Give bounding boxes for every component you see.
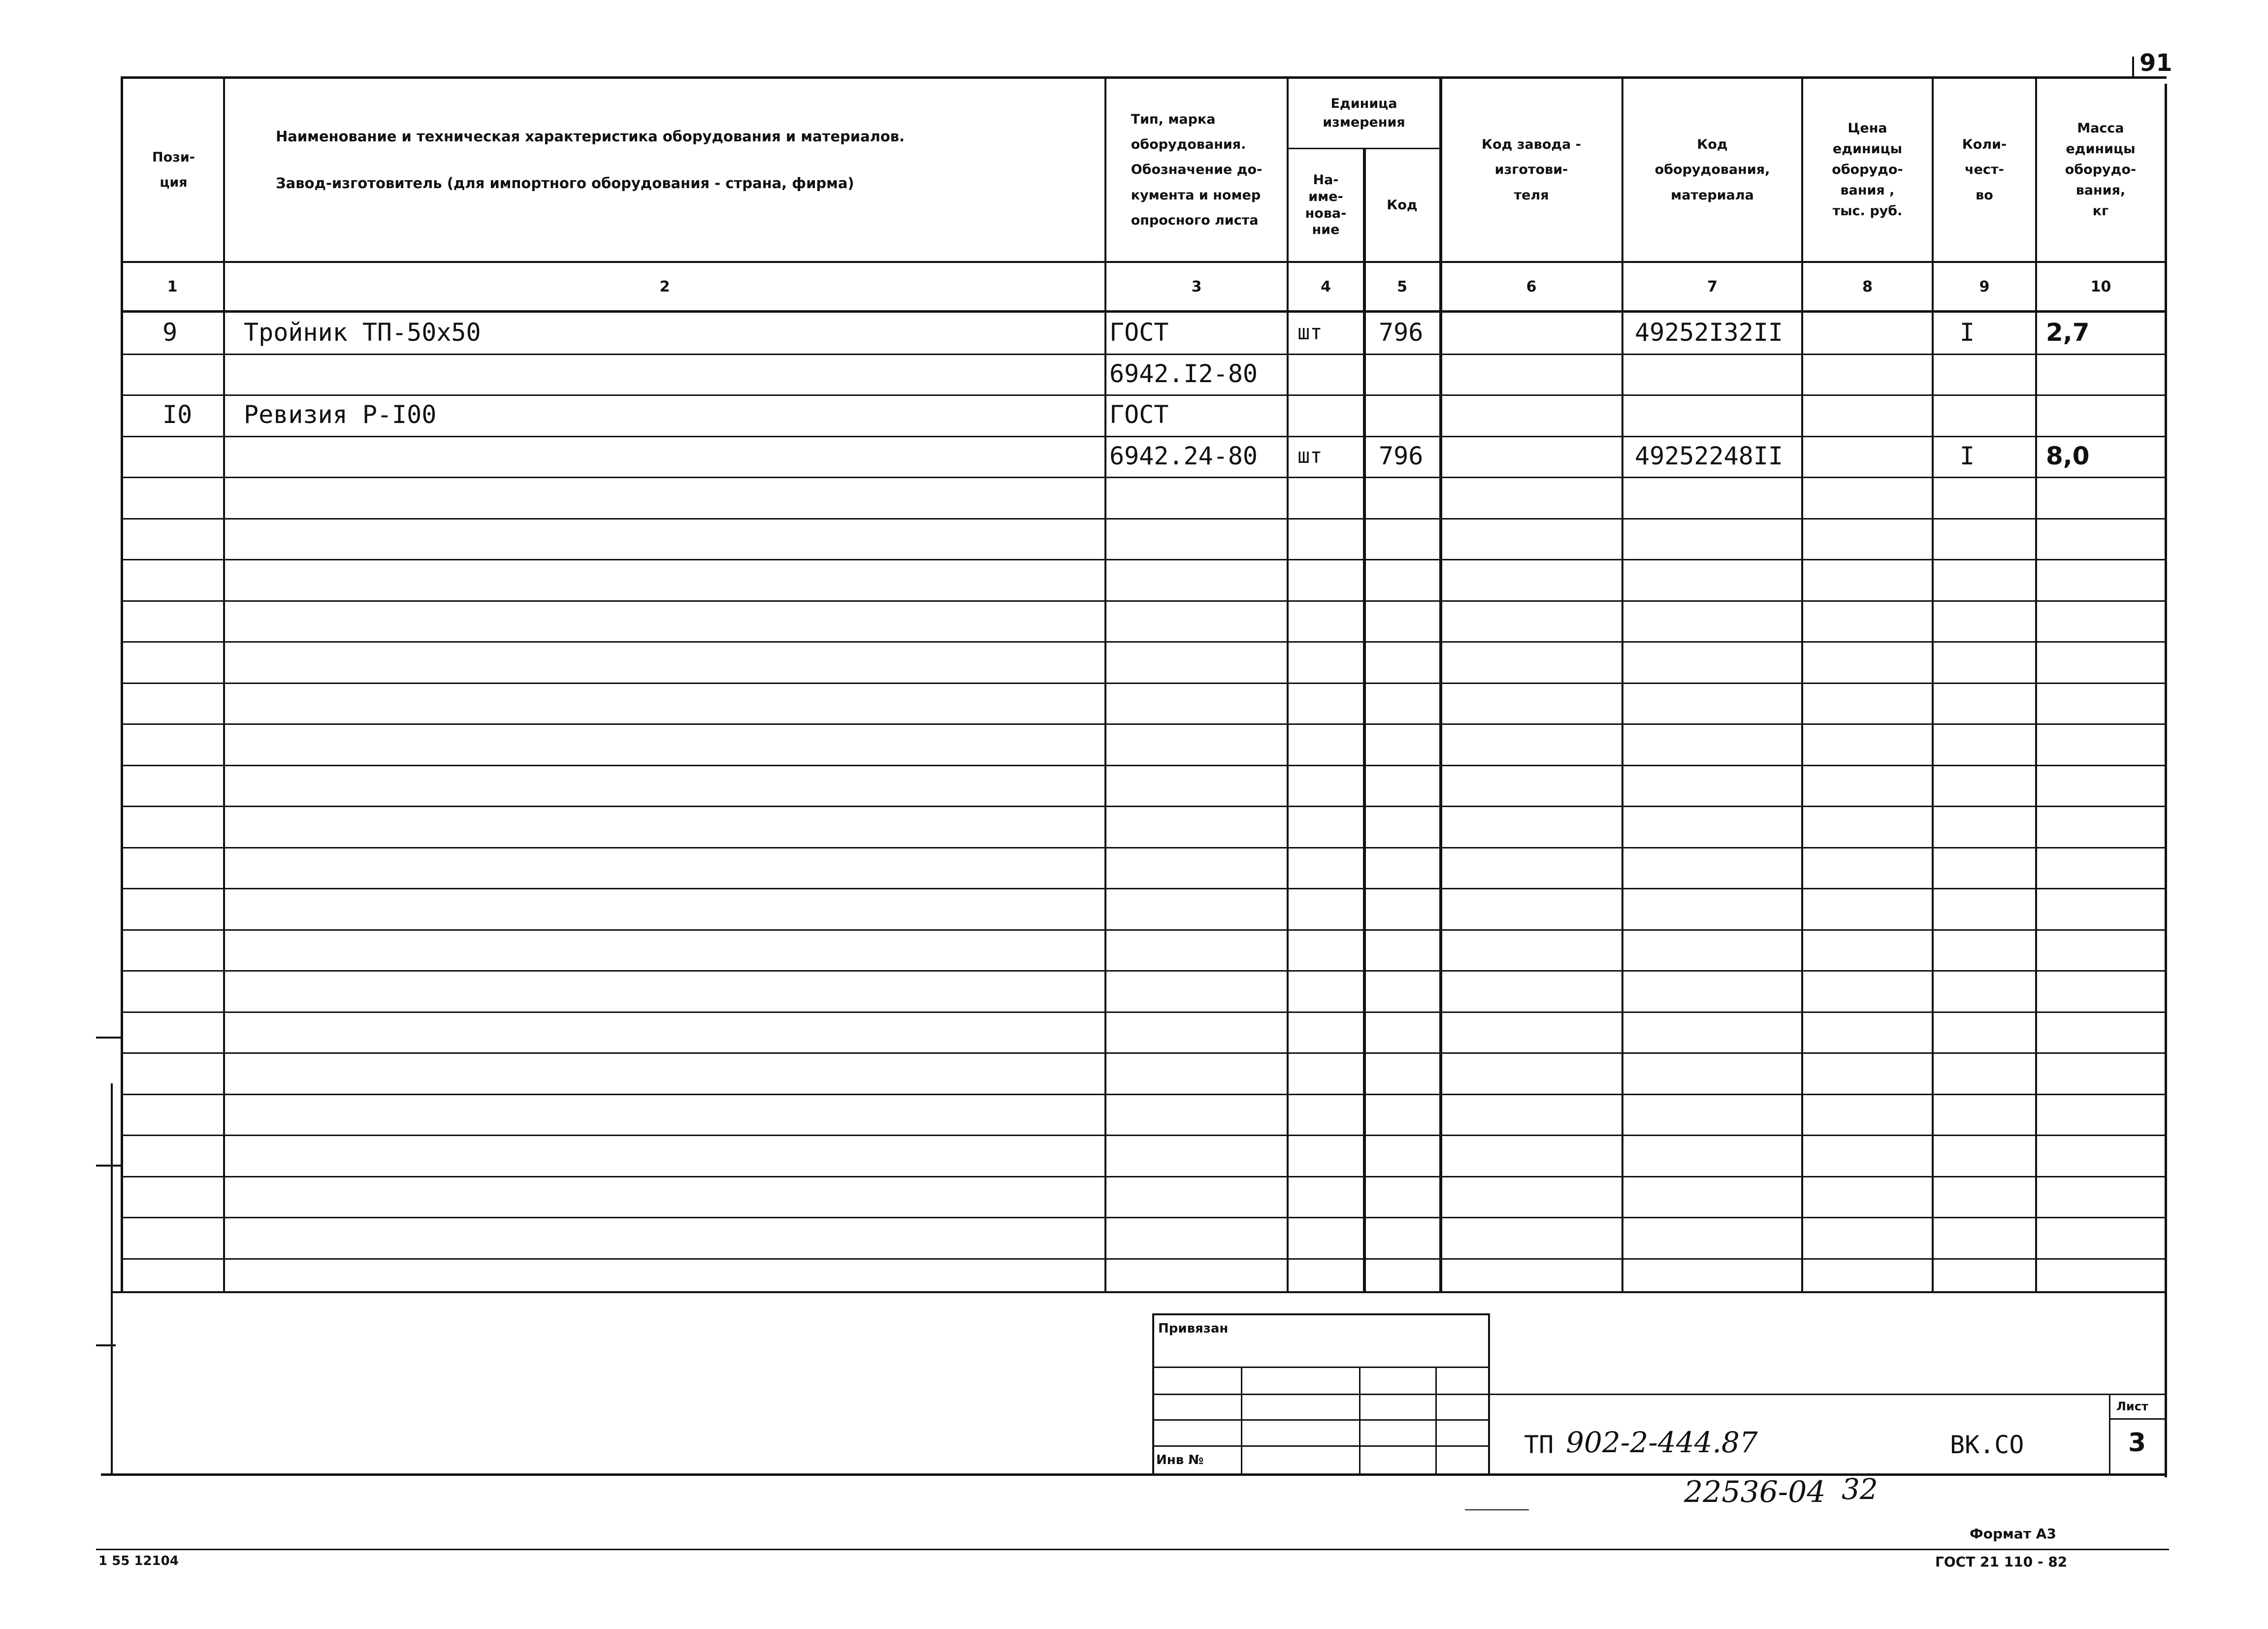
column-divider [223,76,225,1293]
doc-prefix: ТП [1524,1431,1554,1459]
row-divider [121,888,2166,889]
cell-pos: I0 [162,400,193,429]
header-type: Тип, марка оборудования. Обозначение до- кумента и номер опросного листа [1131,111,1263,228]
cell-mass: 8,0 [2046,442,2090,470]
privyazan-label: Привязан [1158,1321,1229,1336]
row-divider [121,765,2166,766]
column-number: 5 [1397,278,1407,295]
footer-gost: ГОСТ 21 110 - 82 [1935,1554,2068,1570]
row-divider [121,559,2166,560]
row-divider [121,806,2166,807]
cell-name: Тройник ТП-50х50 [244,318,481,347]
row-divider [121,1217,2166,1218]
column-number: 7 [1707,278,1717,295]
archive-number: 22536-04 [1684,1475,1826,1509]
column-number: 1 [167,278,178,295]
column-divider [2035,76,2037,1293]
cell-type: ГОСТ [1109,400,1169,429]
row-divider [121,1135,2166,1136]
row-divider [121,1052,2166,1054]
cell-unit: шт [1297,320,1323,344]
column-number: 10 [2090,278,2111,295]
section-code: ВК.СО [1950,1431,2024,1459]
row-divider [121,477,2166,478]
cell-qty: I [1960,318,1975,347]
sheet-label: Лист [2116,1400,2148,1413]
row-divider [121,1258,2166,1260]
row-divider [121,1094,2166,1095]
cell-unit-code: 796 [1379,442,1424,470]
row-divider [121,1011,2166,1013]
column-divider [1104,76,1106,1293]
column-number: 9 [1979,278,1990,295]
archive-suffix: 32 [1842,1472,1878,1506]
column-divider [1363,148,1366,1293]
cell-type: 6942.24-80 [1109,442,1258,470]
column-number: 2 [659,278,670,295]
column-divider [1801,76,1803,1293]
cell-type: ГОСТ [1109,318,1169,347]
column-divider [1932,76,1934,1293]
column-number: 8 [1862,278,1873,295]
header-factory-code: Код завода - изготови- теля [1482,137,1581,203]
row-divider [121,683,2166,684]
row-divider [121,970,2166,972]
cell-equipment-code: 49252I32II [1635,318,1783,347]
header-name: Наименование и техническая характеристика оборудования и материалов. Завод-изготовитель (для импортного оборудования - страна, фирма) [276,128,905,192]
cell-mass: 2,7 [2046,318,2090,347]
header-unit-name: На- име- нова- ние [1305,172,1347,238]
column-number: 3 [1191,278,1202,295]
header-unit-code: Код [1387,197,1418,213]
header-quantity: Коли- чест- во [1962,137,2007,203]
format-label: Формат А3 [1970,1526,2056,1542]
column-divider [1287,76,1289,1293]
row-divider [121,847,2166,848]
cell-name: Ревизия Р-I00 [244,400,437,429]
cell-pos: 9 [162,318,178,347]
header-unit-group: Единица измерения [1323,96,1405,130]
header-equipment-code: Код оборудования, материала [1654,137,1770,203]
row-divider [121,929,2166,931]
column-number: 4 [1321,278,1331,295]
cell-type: 6942.I2-80 [1109,359,1258,388]
page-number-top: 91 [2139,49,2172,77]
header-position: Пози- ция [152,149,195,190]
footer-left-code: 1 55 12104 [98,1554,179,1568]
header-mass: Масса единицы оборудо- вания, кг [2065,121,2137,219]
column-number: 6 [1526,278,1537,295]
column-divider [1439,76,1442,1293]
cell-qty: I [1960,442,1975,470]
column-divider [1621,76,1623,1293]
header-price: Цена единицы оборудо- вания , тыс. руб. [1832,121,1903,219]
cell-equipment-code: 49252248II [1635,442,1783,470]
row-divider [121,518,2166,520]
row-divider [121,641,2166,643]
inventory-number-label: Инв № [1156,1453,1204,1467]
row-divider [121,600,2166,602]
cell-unit-code: 796 [1379,318,1424,347]
row-divider [121,1176,2166,1177]
cell-unit: шт [1297,444,1323,468]
doc-number: 902-2-444.87 [1566,1426,1758,1459]
row-divider [121,723,2166,725]
sheet-number: 3 [2128,1428,2146,1458]
